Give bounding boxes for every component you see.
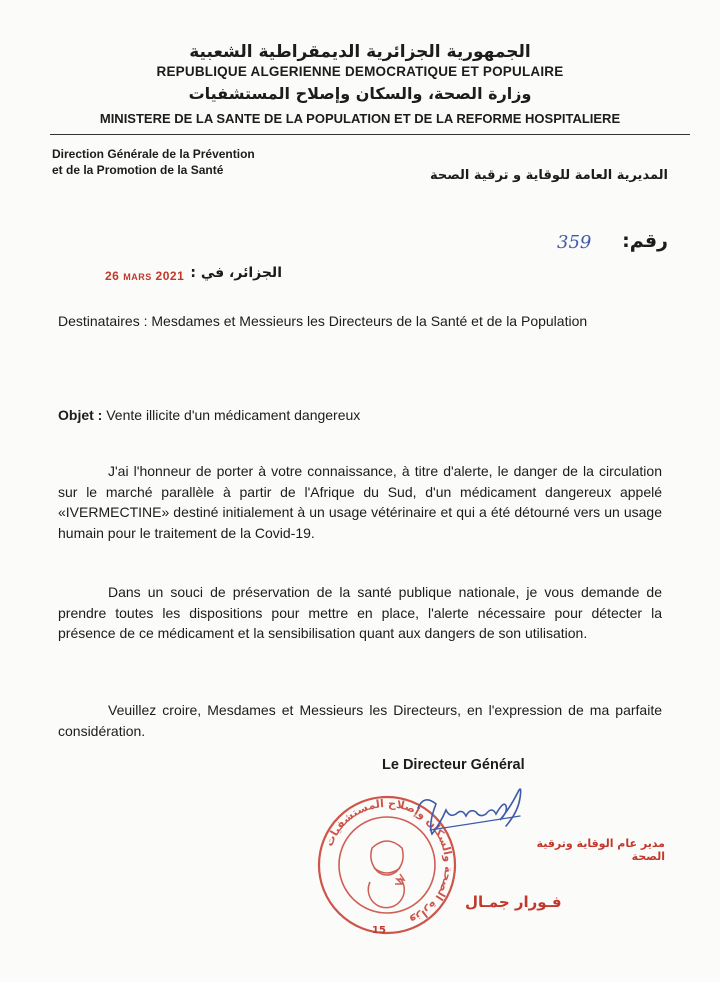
subject-text: Vente illicite d'un médicament dangereux [106, 407, 361, 423]
direction-french-line2: et de la Promotion de la Santé [52, 163, 224, 177]
subject-line [58, 405, 662, 426]
paragraph-1: J'ai l'honneur de porter à votre connaissance, à titre d'alerte, le danger de la circulation sur le marché parallèle à partir de l'Afrique du Sud, d'un médicament dangereux appelé «IVERMECTINE» destiné initialement à un usage vétérinaire et qui a été détourné vers un usage humain pour le traitement de la Covid-19. [58, 463, 662, 541]
reference-number: 359 [557, 232, 592, 253]
signature-arabic-caption: مدير عام الوقاية وترقية الصحة [536, 837, 665, 863]
paragraph-2: Dans un souci de préservation de la santé publique nationale, je vous demande de prendre toutes les dispositions pour mettre en place, l'alerte nécessaire pour détecter la présence de ce médicament et la sensibilisation quant aux dangers de son utilisation. [58, 584, 662, 641]
direction-french-line1: Direction Générale de la Prévention [52, 147, 255, 161]
date-arabic-label: الجزائر، في : [190, 265, 282, 281]
header-french-republic: REPUBLIQUE ALGERIENNE DEMOCRATIQUE ET POPULAIRE [156, 64, 564, 79]
date-year: 2021 [155, 269, 185, 283]
header-arabic-ministry: وزارة الصحة، والسكان وإصلاح المستشفيات [188, 84, 532, 103]
subject-label: Objet : [58, 407, 103, 423]
signature-title: Le Directeur Général [382, 757, 525, 773]
direction-arabic: المديرية العامة للوقاية و ترقية الصحة [429, 168, 668, 183]
reference-label: رقم: [622, 230, 668, 252]
date-month: MARS [123, 272, 152, 282]
header-arabic-republic: الجمهورية الجزائرية الديمقراطية الشعبية [189, 42, 531, 62]
recipients: Destinataires : Mesdames et Messieurs les Directeurs de la Santé et de la Population [58, 313, 588, 329]
signature-arabic-name: فـورار جمـال [465, 893, 562, 911]
direction-french [52, 146, 255, 178]
date-day: 26 [105, 269, 120, 283]
paragraph-3: Veuillez croire, Mesdames et Messieurs les Directeurs, en l'expression de ma parfaite considération. [58, 702, 662, 739]
stamp-text: وزارة الصحة والسكان وإصلاح المستشفيات [322, 796, 456, 928]
stamp-number: 15 [372, 925, 386, 936]
date-stamp [105, 269, 184, 283]
header-divider [50, 134, 690, 135]
header-french-ministry: MINISTERE DE LA SANTE DE LA POPULATION ET DE LA REFORME HOSPITALIERE [99, 111, 621, 126]
